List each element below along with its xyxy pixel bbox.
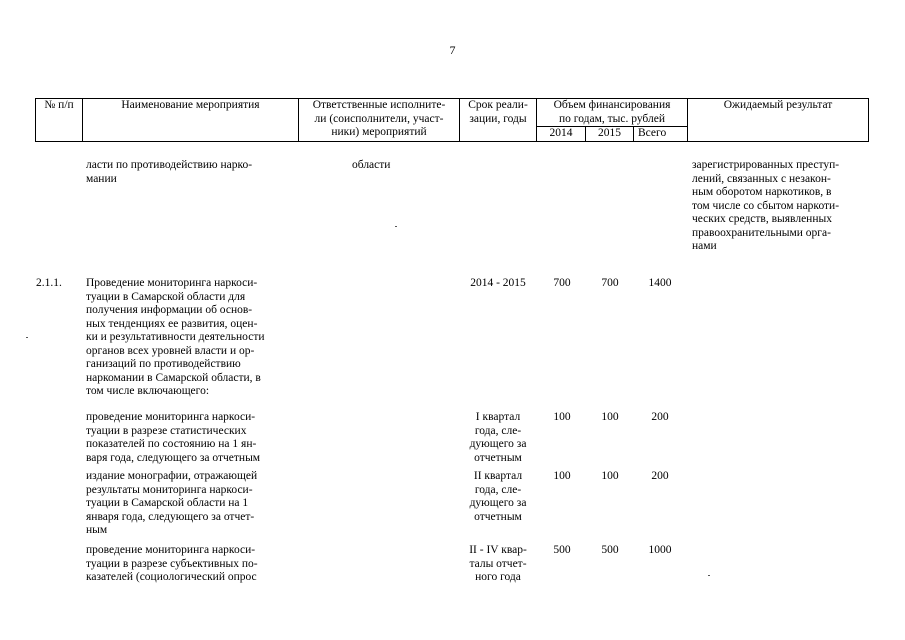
col-divider (868, 98, 869, 142)
text-line: показателей по состоянию на 1 ян- (86, 438, 257, 450)
text-line: том числе включающего: (86, 385, 210, 397)
text-line: ласти по противодействию нарко- (86, 159, 253, 171)
text-line: органов всех уровней власти и ор- (86, 344, 255, 357)
header-col-2015: 2015 (598, 127, 621, 139)
text-line: I квартал (475, 411, 521, 423)
text-line: ганизаций по противодействию (86, 358, 241, 370)
row-name (86, 470, 286, 538)
text-line: лений, связанных с незакон- (692, 172, 831, 185)
text-line: нами (692, 240, 717, 252)
text-line: том числе со сбытом наркоти- (692, 199, 840, 212)
text-line: проведение мониторинга наркоси- (86, 544, 256, 556)
page-number: 7 (449, 43, 456, 57)
text-line: января года, следующего за отчет- (86, 510, 255, 523)
header-bottom-border (35, 141, 869, 142)
text-line: ным (86, 524, 108, 536)
text-line: II - IV квар- (469, 544, 527, 556)
scan-speck (708, 575, 710, 576)
header-col-result: Ожидаемый результат (723, 99, 833, 111)
row-period (460, 411, 536, 465)
header-line: Объем финансирования (553, 99, 671, 111)
text-line: туации в Самарской области на 1 (86, 497, 249, 509)
text-line: 2014 - 2015 (470, 277, 526, 289)
continuation-responsible: области (352, 159, 391, 171)
row-value-total: 1400 (648, 277, 672, 289)
scan-speck (395, 226, 397, 227)
text-line: туации в разрезе статистических (86, 424, 247, 437)
text-line: казателей (социологический опрос (86, 571, 257, 583)
text-line: варя года, следующего за отчетным (86, 451, 261, 464)
text-line: наркомании в Самарской области, в (86, 371, 261, 384)
text-line: издание монографии, отражающей (86, 470, 258, 482)
header-line: зации, годы (469, 112, 527, 125)
continuation-name (86, 159, 286, 186)
text-line: ческих средств, выявленных (692, 213, 832, 225)
row-period (460, 277, 536, 291)
header-col-name: Наименование мероприятия (121, 99, 260, 111)
header-line: ли (соисполнители, участ- (314, 112, 444, 125)
continuation-result (692, 159, 868, 254)
row-value-total: 200 (651, 411, 669, 423)
text-line: II квартал (473, 470, 523, 482)
text-line: туации в разрезе субъективных по- (86, 557, 258, 570)
text-line: талы отчет- (469, 557, 527, 570)
header-line: Срок реали- (468, 99, 528, 111)
text-line: дующего за (469, 497, 527, 509)
row-name (86, 277, 286, 399)
text-line: года, сле- (474, 424, 522, 437)
row-value-2015: 700 (601, 277, 619, 289)
header-col-total: Всего (638, 127, 667, 139)
header-col-2014: 2014 (549, 127, 573, 139)
row-period (460, 470, 536, 524)
row-value-2014: 700 (553, 277, 571, 289)
header-col-number: № п/п (44, 99, 74, 111)
text-line: ного года (475, 571, 521, 583)
row-value-2014: 100 (553, 470, 571, 482)
header-line: Ответственные исполните- (312, 99, 446, 111)
row-name (86, 411, 286, 465)
header-col-responsible (299, 99, 459, 140)
row-value-2014: 100 (553, 411, 571, 423)
header-line: по годам, тыс. рублей (559, 112, 665, 125)
text-line: зарегистрированных преступ- (692, 159, 840, 171)
scan-speck (26, 337, 28, 338)
row-name (86, 544, 286, 585)
text-line: отчетным (474, 451, 522, 464)
row-value-total: 1000 (648, 544, 672, 556)
text-line: получения информации об основ- (86, 304, 253, 316)
row-period (460, 544, 536, 585)
row-value-2015: 100 (601, 411, 619, 423)
header-line: ники) мероприятий (331, 126, 427, 138)
row-value-total: 200 (651, 470, 669, 482)
text-line: дующего за (469, 438, 527, 450)
header-col-funding (537, 99, 687, 126)
text-line: ным оборотом наркотиков, в (692, 186, 832, 198)
row-value-2015: 100 (601, 470, 619, 482)
text-line: туации в Самарской области для (86, 290, 246, 303)
text-line: мании (86, 172, 117, 185)
text-line: ки и результативности деятельности (86, 331, 265, 343)
row-value-2014: 500 (553, 544, 571, 556)
row-value-2015: 500 (601, 544, 619, 556)
text-line: ных тенденциях ее развития, оцен- (86, 317, 258, 330)
text-line: Проведение мониторинга наркоси- (86, 277, 258, 289)
row-number: 2.1.1. (36, 277, 62, 289)
text-line: проведение мониторинга наркоси- (86, 411, 256, 423)
text-line: результаты мониторинга наркоси- (86, 483, 253, 496)
header-col-period (460, 99, 536, 126)
text-line: года, сле- (474, 483, 522, 496)
text-line: правоохранительными орга- (692, 226, 831, 239)
text-line: отчетным (474, 510, 522, 523)
